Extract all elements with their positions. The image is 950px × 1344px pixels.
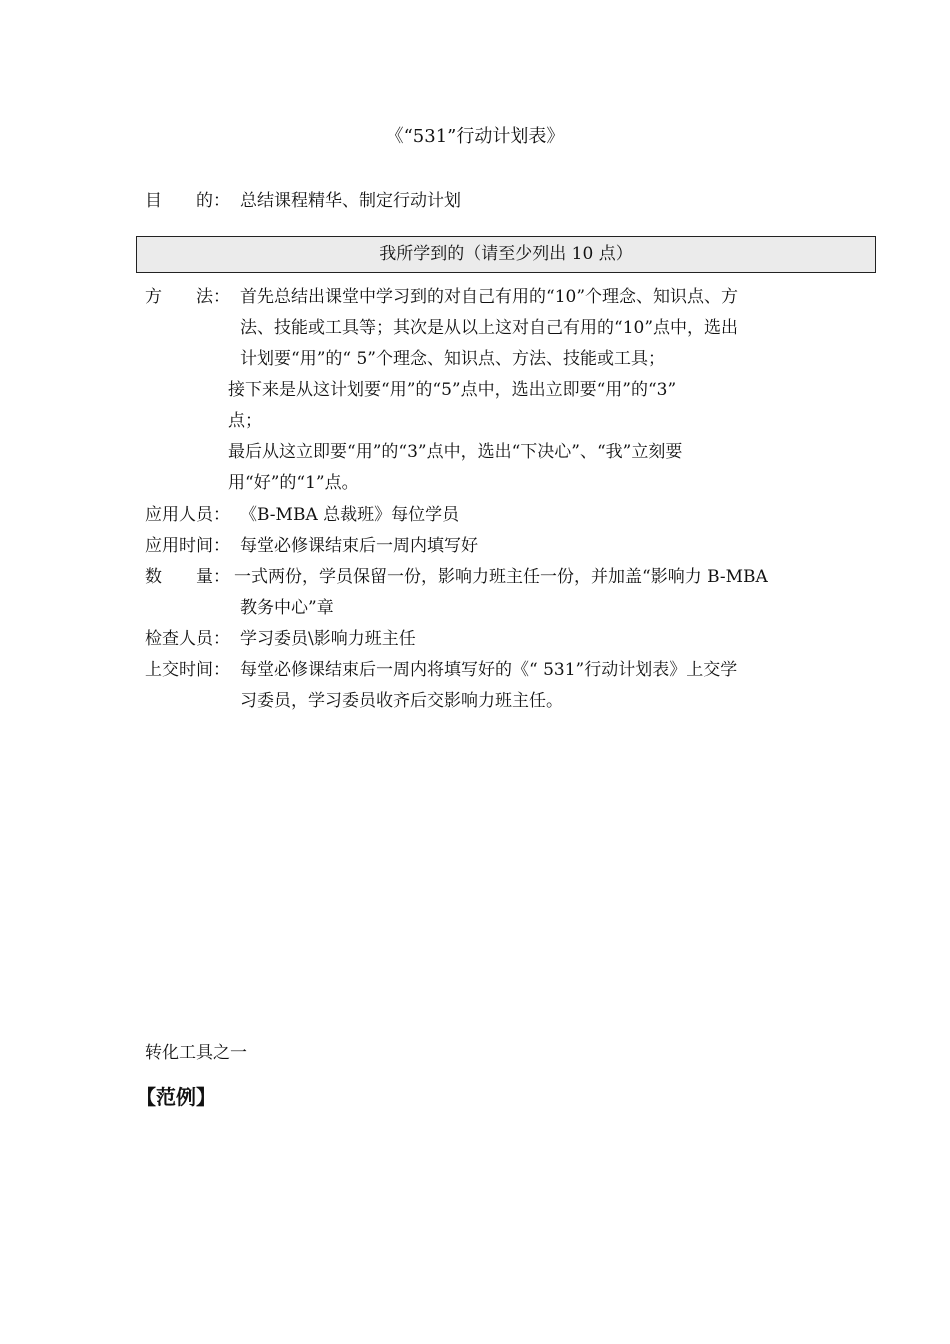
method-line: 用“好”的“1”点。 [228,473,359,493]
method-line: 首先总结出课堂中学习到的对自己有用的“10”个理念、知识点、方 [240,287,739,307]
method-line: 最后从这立即要“用”的“3”点中，选出“下决心”、“我”立刻要 [228,442,683,462]
quantity-line: 一式两份，学员保留一份，影响力班主任一份，并加盖“影响力 B-MBA [234,567,768,587]
submit-time-line: 习委员，学习委员收齐后交影响力班主任。 [240,691,563,711]
learned-box: 我所学到的（请至少列出 10 点） [136,236,876,273]
method-line: 接下来是从这计划要“用”的“5”点中，选出立即要“用”的“3” [228,380,677,400]
applicants-label: 应用人员： [145,505,230,525]
inspector-label: 检查人员： [145,629,230,649]
method-line: 法、技能或工具等；其次是从以上这对自己有用的“10”点中，选出 [240,318,739,338]
inspector-value: 学习委员\影响力班主任 [240,629,416,649]
purpose-value: 总结课程精华、制定行动计划 [240,191,461,211]
method-line: 点； [228,411,262,431]
purpose-label: 目 的： [145,191,230,211]
apply-time-label: 应用时间： [145,536,230,556]
example-heading: 【范例】 [136,1085,216,1109]
applicants-value: 《B-MBA 总裁班》每位学员 [240,505,460,525]
page-title: 《“531”行动计划表》 [385,126,565,147]
method-label: 方 法： [145,287,230,307]
tool-caption: 转化工具之一 [145,1043,247,1063]
quantity-line: 教务中心”章 [240,598,334,618]
submit-time-label: 上交时间： [145,660,230,680]
apply-time-value: 每堂必修课结束后一周内填写好 [240,536,478,556]
quantity-label: 数 量： [145,567,230,587]
submit-time-line: 每堂必修课结束后一周内将填写好的《“ 531”行动计划表》上交学 [240,660,738,680]
method-line: 计划要“用”的“ 5”个理念、知识点、方法、技能或工具； [240,349,665,369]
